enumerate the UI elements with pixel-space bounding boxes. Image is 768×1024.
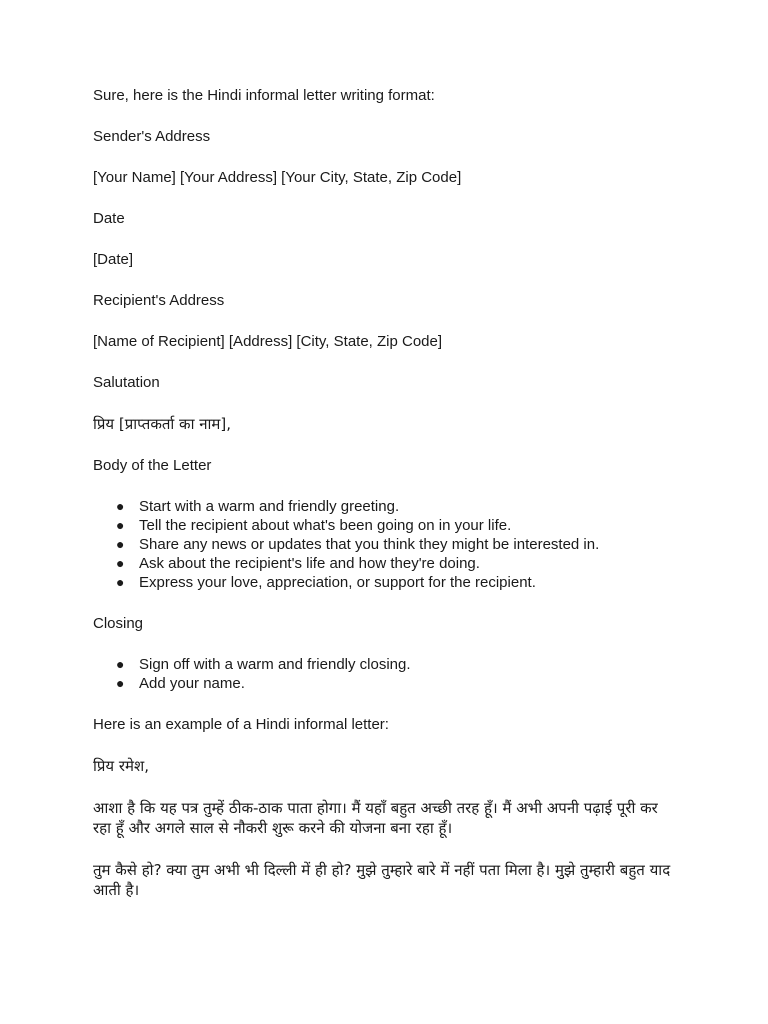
salutation-text: प्रिय [प्राप्तकर्ता का नाम], bbox=[93, 415, 232, 433]
sender-fields: [Your Name] [Your Address] [Your City, State, Zip Code] bbox=[93, 169, 462, 186]
list-item-text: Express your love, appreciation, or support for the recipient. bbox=[139, 574, 536, 591]
bullet-icon: ● bbox=[116, 498, 125, 514]
bullet-icon: ● bbox=[116, 536, 125, 552]
list-item bbox=[93, 655, 693, 674]
intro-text: Sure, here is the Hindi informal letter writing format: bbox=[93, 87, 435, 104]
document-content bbox=[93, 86, 693, 922]
list-item bbox=[93, 516, 693, 535]
date-heading: Date bbox=[93, 210, 125, 227]
recipient-heading: Recipient's Address bbox=[93, 292, 225, 309]
body-bullet-list bbox=[93, 497, 693, 592]
example-paragraph-1: आशा है कि यह पत्र तुम्हें ठीक-ठाक पाता होगा। मैं यहाँ बहुत अच्छी तरह हूँ। मैं अभी अपनी पढ़ाई पूरी कर रहा हूँ और अगले साल से नौकरी शुरू करने की योजना बना रहा हूँ। bbox=[93, 799, 658, 837]
list-item bbox=[93, 573, 693, 592]
list-item-text: Start with a warm and friendly greeting. bbox=[139, 498, 400, 515]
date-field: [Date] bbox=[93, 251, 134, 268]
bullet-icon: ● bbox=[116, 517, 125, 533]
example-paragraph-2: तुम कैसे हो? क्या तुम अभी भी दिल्ली में ही हो? मुझे तुम्हारे बारे में नहीं पता मिला है। मुझे तुम्हारी बहुत याद आती है। bbox=[93, 861, 671, 899]
bullet-icon: ● bbox=[116, 675, 125, 691]
recipient-fields: [Name of Recipient] [Address] [City, State, Zip Code] bbox=[93, 333, 443, 350]
salutation-heading: Salutation bbox=[93, 374, 160, 391]
list-item-text: Sign off with a warm and friendly closing. bbox=[139, 656, 411, 673]
list-item bbox=[93, 554, 693, 573]
list-item bbox=[93, 674, 693, 693]
bullet-icon: ● bbox=[116, 555, 125, 571]
example-intro: Here is an example of a Hindi informal letter: bbox=[93, 716, 389, 733]
closing-bullet-list bbox=[93, 655, 693, 693]
bullet-icon: ● bbox=[116, 656, 125, 672]
example-salutation: प्रिय रमेश, bbox=[93, 757, 149, 775]
list-item-text: Tell the recipient about what's been going on in your life. bbox=[139, 517, 512, 534]
list-item-text: Add your name. bbox=[139, 675, 245, 692]
sender-heading: Sender's Address bbox=[93, 128, 211, 145]
body-heading: Body of the Letter bbox=[93, 457, 212, 474]
list-item-text: Ask about the recipient's life and how they're doing. bbox=[139, 555, 480, 572]
bullet-icon: ● bbox=[116, 574, 125, 590]
closing-heading: Closing bbox=[93, 615, 144, 632]
list-item bbox=[93, 497, 693, 516]
list-item-text: Share any news or updates that you think they might be interested in. bbox=[139, 536, 600, 553]
list-item bbox=[93, 535, 693, 554]
